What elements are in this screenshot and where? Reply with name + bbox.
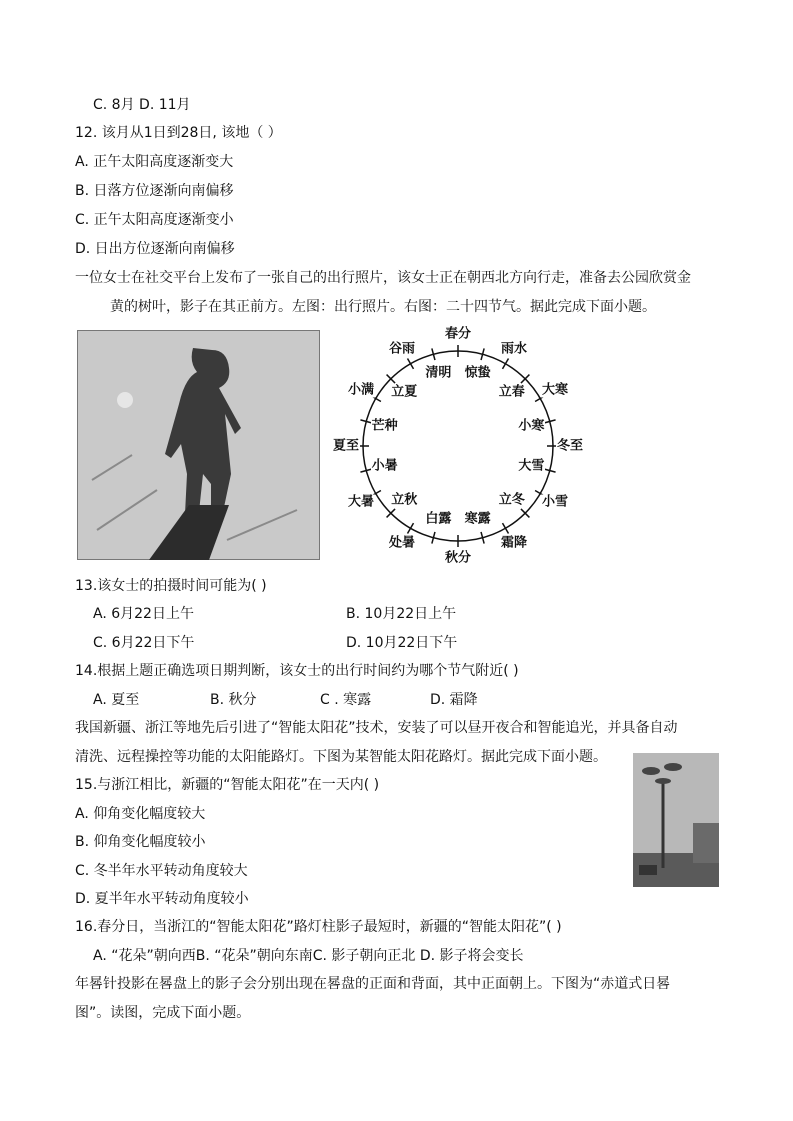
- solar-term-inner-label: 大雪: [518, 458, 545, 474]
- q15-option-c: C. 冬半年水平转动角度较大: [75, 863, 248, 879]
- intro-paragraph-1-line-1: 一位女士在社交平台上发布了一张自己的出行照片，该女士正在朝西北方向行走，准备去公园欣赏金: [75, 270, 691, 286]
- solar-term-inner-label: 小寒: [518, 418, 545, 434]
- q11-options: C. 8月 D. 11月: [93, 97, 191, 113]
- q13-option-b: B. 10月22日上午: [346, 606, 457, 622]
- q15-stem: 15.与浙江相比，新疆的“智能太阳花”在一天内( ): [75, 777, 380, 793]
- solar-terms-diagram: [330, 326, 590, 566]
- solar-term-outer-label: 小雪: [541, 494, 568, 510]
- outer-tick: [503, 523, 509, 533]
- q14-stem: 14.根据上题正确选项日期判断，该女士的出行时间约为哪个节气附近( ): [75, 663, 519, 679]
- q14-option-c: C . 寒露: [320, 692, 372, 708]
- outer-tick: [408, 523, 414, 533]
- q12-stem: 12. 该月从1日到28日, 该地（ ）: [75, 125, 282, 141]
- q13-stem: 13.该女士的拍摄时间可能为( ): [75, 578, 267, 594]
- outer-tick: [503, 359, 509, 369]
- q16-stem: 16.春分日，当浙江的“智能太阳花”路灯柱影子最短时，新疆的“智能太阳花”( ): [75, 919, 562, 935]
- intro-paragraph-3-line-2: 图”。读图，完成下面小题。: [75, 1005, 251, 1021]
- solar-term-outer-label: 小满: [347, 382, 375, 398]
- q14-option-a: A. 夏至: [93, 692, 140, 708]
- intro-paragraph-2-line-1: 我国新疆、浙江等地先后引进了“智能太阳花”技术，安装了可以昼开夜合和智能追光，并具备自动: [75, 720, 678, 736]
- q14-option-d: D. 霜降: [430, 692, 478, 708]
- solar-term-outer-label: 冬至: [556, 438, 584, 454]
- q15-option-d: D. 夏半年水平转动角度较小: [75, 891, 249, 907]
- solar-term-outer-label: 谷雨: [388, 341, 416, 357]
- intro-paragraph-3-line-1: 年晷针投影在晷盘上的影子会分别出现在晷盘的正面和背面，其中正面朝上。下图为“赤道式日晷: [75, 976, 671, 992]
- q13-option-c: C. 6月22日下午: [93, 635, 195, 651]
- q15-option-b: B. 仰角变化幅度较小: [75, 834, 206, 850]
- solar-term-inner-label: 立秋: [391, 492, 418, 508]
- q15-option-a: A. 仰角变化幅度较大: [75, 806, 206, 822]
- q12-option-a: A. 正午太阳高度逐渐变大: [75, 154, 234, 170]
- walking-woman-photo: [77, 330, 320, 560]
- solar-term-inner-label: 小暑: [371, 458, 398, 474]
- solar-term-outer-label: 大寒: [541, 382, 568, 398]
- solar-term-outer-label: 雨水: [500, 341, 528, 357]
- solar-term-inner-label: 白露: [425, 511, 452, 527]
- outer-tick: [408, 359, 414, 369]
- intro-paragraph-1-line-2: 黄的树叶，影子在其正前方。左图：出行照片。右图：二十四节气。据此完成下面小题。: [110, 299, 656, 315]
- solar-term-outer-label: 大暑: [347, 494, 375, 510]
- q13-option-d: D. 10月22日下午: [346, 635, 458, 651]
- solar-term-outer-label: 处暑: [388, 535, 416, 551]
- solar-term-inner-label: 清明: [425, 365, 452, 381]
- solar-term-outer-label: 秋分: [444, 550, 472, 566]
- intro-paragraph-2-line-2: 清洗、远程操控等功能的太阳能路灯。下图为某智能太阳花路灯。据此完成下面小题。: [75, 749, 607, 765]
- solar-street-lamp-photo: [633, 753, 719, 887]
- solar-term-outer-label: 霜降: [500, 535, 528, 551]
- q16-options: A. “花朵”朝向西B. “花朵”朝向东南C. 影子朝向正北 D. 影子将会变长: [93, 948, 524, 964]
- q13-option-a: A. 6月22日上午: [93, 606, 194, 622]
- q12-option-d: D. 日出方位逐渐向南偏移: [75, 241, 235, 257]
- solar-term-inner-label: 立春: [498, 384, 525, 400]
- solar-term-inner-label: 立冬: [498, 492, 525, 508]
- solar-term-inner-label: 惊蛰: [464, 365, 491, 381]
- solar-term-inner-label: 芒种: [371, 418, 398, 434]
- solar-term-inner-label: 立夏: [391, 384, 418, 400]
- solar-term-outer-label: 春分: [444, 326, 472, 342]
- q12-option-b: B. 日落方位逐渐向南偏移: [75, 183, 234, 199]
- solar-term-inner-label: 寒露: [464, 511, 491, 527]
- q14-option-b: B. 秋分: [210, 692, 257, 708]
- solar-term-outer-label: 夏至: [332, 438, 360, 454]
- q12-option-c: C. 正午太阳高度逐渐变小: [75, 212, 234, 228]
